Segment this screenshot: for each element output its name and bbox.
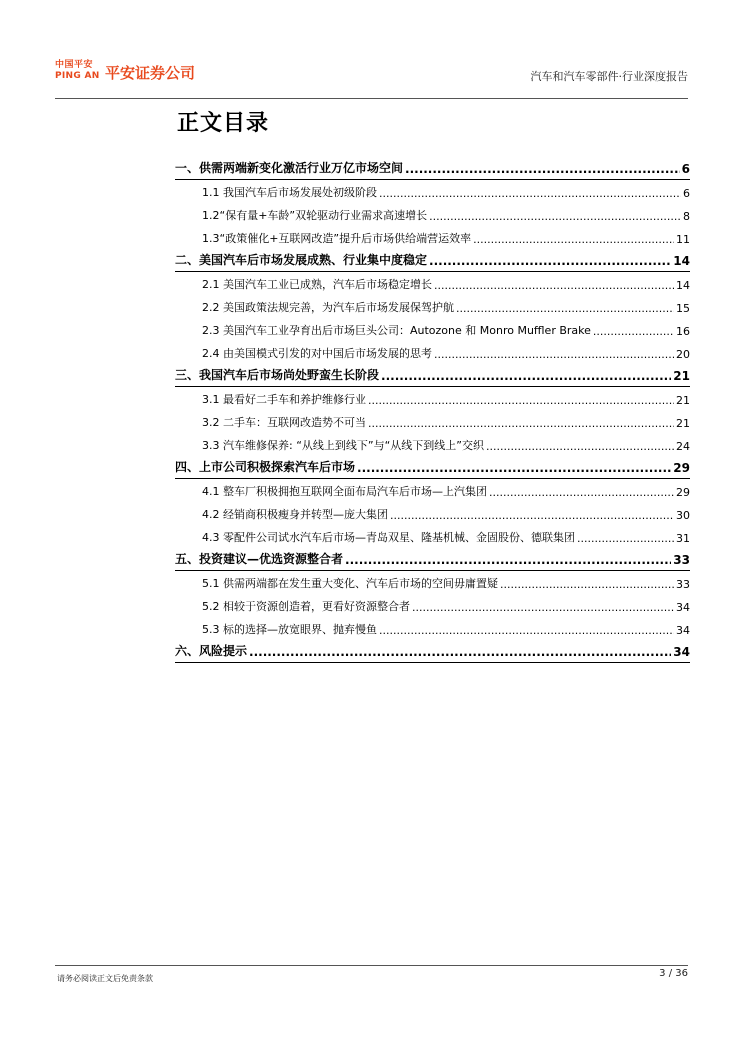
- toc-dot-leader: [345, 553, 671, 567]
- toc-subsection-row[interactable]: [175, 433, 690, 456]
- report-type: 汽车和汽车零部件·行业深度报告: [530, 70, 688, 83]
- toc-page-number: 34: [676, 624, 690, 637]
- toc-entry-title: 3.3 汽车维修保养: “从线上到线下”与“从线下到线上”交织: [202, 439, 484, 452]
- toc-entry-title: 1.3“政策催化+互联网改造”提升后市场供给端营运效率: [202, 232, 472, 245]
- toc-page-number: 29: [676, 486, 690, 499]
- toc-page-number: 30: [676, 509, 690, 522]
- toc-dot-leader: [390, 509, 674, 522]
- toc-section-row[interactable]: [175, 640, 690, 663]
- toc-subsection-row[interactable]: [175, 502, 690, 525]
- footer-disclaimer: 请务必阅读正文后免责条款: [57, 974, 153, 983]
- toc-dot-leader: [429, 254, 671, 268]
- logo-mark: [55, 60, 101, 82]
- toc-dot-leader: [500, 578, 674, 591]
- toc-page-number: 24: [676, 440, 690, 453]
- toc-entry-title: 3.1 最看好二手车和养护维修行业: [202, 393, 366, 406]
- toc-subsection-row[interactable]: [175, 295, 690, 318]
- toc-dot-leader: [456, 302, 674, 315]
- toc-subsection-row[interactable]: [175, 525, 690, 548]
- toc-page-number: 21: [673, 369, 690, 383]
- toc-section-row[interactable]: [175, 249, 690, 272]
- toc-subsection-row[interactable]: [175, 318, 690, 341]
- toc-dot-leader: [357, 461, 671, 475]
- toc-dot-leader: [473, 233, 674, 246]
- toc-subsection-row[interactable]: [175, 571, 690, 594]
- toc-entry-title: 5.3 标的选择—放宽眼界、抛弃慢鱼: [202, 623, 377, 636]
- page-header: [55, 58, 688, 98]
- toc-page-number: 34: [673, 645, 690, 659]
- toc-entry-title: 5.1 供需两端都在发生重大变化、汽车后市场的空间毋庸置疑: [202, 577, 498, 590]
- logo-company-name: 平安证券公司: [105, 64, 196, 82]
- toc-dot-leader: [412, 601, 674, 614]
- table-of-contents: [175, 157, 690, 663]
- toc-page-number: 21: [676, 394, 690, 407]
- toc-entry-title: 六、风险提示: [175, 644, 248, 658]
- toc-section-row[interactable]: [175, 157, 690, 180]
- toc-dot-leader: [489, 486, 674, 499]
- toc-dot-leader: [379, 187, 681, 200]
- toc-dot-leader: [486, 440, 674, 453]
- toc-page-number: 6: [681, 162, 690, 176]
- page-number: 3 / 36: [659, 968, 688, 979]
- toc-page-number: 31: [676, 532, 690, 545]
- toc-dot-leader: [434, 348, 674, 361]
- toc-dot-leader: [381, 369, 671, 383]
- toc-entry-title: 三、我国汽车后市场尚处野蛮生长阶段: [175, 368, 380, 382]
- toc-dot-leader: [429, 210, 681, 223]
- toc-page-number: 34: [676, 601, 690, 614]
- toc-subsection-row[interactable]: [175, 226, 690, 249]
- logo-english-text: PING AN: [55, 71, 100, 81]
- toc-section-row[interactable]: [175, 364, 690, 387]
- toc-entry-title: 3.2 二手车：互联网改造势不可当: [202, 416, 366, 429]
- toc-subsection-row[interactable]: [175, 180, 690, 203]
- toc-dot-leader: [434, 279, 674, 292]
- toc-dot-leader: [405, 162, 680, 176]
- toc-entry-title: 一、供需两端新变化激活行业万亿市场空间: [175, 161, 404, 175]
- toc-section-row[interactable]: [175, 548, 690, 571]
- toc-page-number: 20: [676, 348, 690, 361]
- toc-entry-title: 四、上市公司积极探索汽车后市场: [175, 460, 356, 474]
- toc-subsection-row[interactable]: [175, 479, 690, 502]
- toc-entry-title: 2.3 美国汽车工业孕育出后市场巨头公司：Autozone 和 Monro Muffler Brake: [202, 324, 591, 337]
- logo-small-text: 中国平安: [55, 60, 94, 70]
- toc-page-number: 14: [673, 254, 690, 268]
- footer-divider: [55, 965, 688, 966]
- toc-entry-title: 2.1 美国汽车工业已成熟，汽车后市场稳定增长: [202, 278, 432, 291]
- header-divider: [55, 98, 688, 99]
- toc-entry-title: 2.2 美国政策法规完善，为汽车后市场发展保驾护航: [202, 301, 454, 314]
- toc-entry-title: 4.3 零配件公司试水汽车后市场—青岛双星、隆基机械、金固股份、德联集团: [202, 531, 575, 544]
- toc-page-number: 15: [676, 302, 690, 315]
- toc-page-number: 33: [676, 578, 690, 591]
- toc-page-number: 8: [683, 210, 690, 223]
- toc-page-number: 29: [673, 461, 690, 475]
- toc-subsection-row[interactable]: [175, 203, 690, 226]
- toc-page-number: 11: [676, 233, 690, 246]
- toc-dot-leader: [368, 394, 674, 407]
- toc-subsection-row[interactable]: [175, 594, 690, 617]
- toc-page-number: 21: [676, 417, 690, 430]
- toc-entry-title: 2.4 由美国模式引发的对中国后市场发展的思考: [202, 347, 432, 360]
- toc-subsection-row[interactable]: [175, 617, 690, 640]
- toc-entry-title: 二、美国汽车后市场发展成熟、行业集中度稳定: [175, 253, 428, 267]
- toc-entry-title: 五、投资建议—优选资源整合者: [175, 552, 344, 566]
- toc-page-number: 16: [676, 325, 690, 338]
- toc-section-row[interactable]: [175, 456, 690, 479]
- toc-subsection-row[interactable]: [175, 387, 690, 410]
- toc-entry-title: 4.2 经销商积极瘦身并转型—庞大集团: [202, 508, 388, 521]
- toc-page-number: 33: [673, 553, 690, 567]
- toc-entry-title: 1.1 我国汽车后市场发展处初级阶段: [202, 186, 377, 199]
- page-title: 正文目录: [177, 111, 270, 136]
- toc-dot-leader: [249, 645, 671, 659]
- toc-entry-title: 4.1 整车厂积极拥抱互联网全面布局汽车后市场—上汽集团: [202, 485, 487, 498]
- toc-dot-leader: [379, 624, 674, 637]
- toc-page-number: 14: [676, 279, 690, 292]
- toc-entry-title: 1.2“保有量+车龄”双轮驱动行业需求高速增长: [202, 209, 428, 222]
- toc-page-number: 6: [683, 187, 690, 200]
- toc-subsection-row[interactable]: [175, 410, 690, 433]
- toc-dot-leader: [577, 532, 674, 545]
- toc-subsection-row[interactable]: [175, 341, 690, 364]
- toc-dot-leader: [368, 417, 674, 430]
- toc-subsection-row[interactable]: [175, 272, 690, 295]
- toc-entry-title: 5.2 相较于资源创造着，更看好资源整合者: [202, 600, 410, 613]
- toc-dot-leader: [593, 325, 674, 338]
